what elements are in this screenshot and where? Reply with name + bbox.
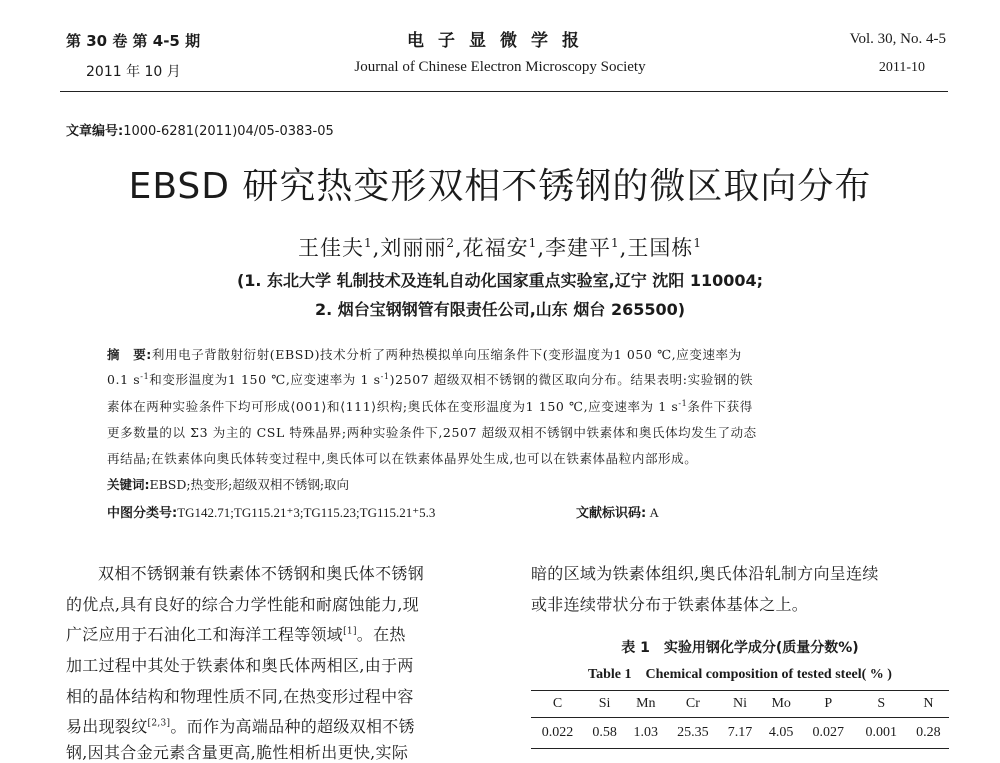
body-text: 易出现裂纹 <box>66 717 148 736</box>
table-cell: 1.03 <box>625 718 666 749</box>
body-right-line-1: 暗的区域为铁素体组织,奥氏体沿轧制方向呈连续 <box>531 564 879 583</box>
journal-name-en: Journal of Chinese Electron Microscopy Society <box>354 59 646 75</box>
author-name: 花福安 <box>462 236 529 260</box>
column-header: P <box>802 691 855 718</box>
table-cell: 0.022 <box>531 718 584 749</box>
author-name: 王佳夫 <box>298 236 365 260</box>
abstract-line-5: 再结晶;在铁素体向奥氏体转变过程中,奥氏体可以在铁素体晶界处生成,也可以在铁素体晶粒内部形成。 <box>107 451 698 466</box>
paper-title: EBSD 研究热变形双相不锈钢的微区取向分布 <box>128 166 872 207</box>
table-caption-cn: 表 1 实验用钢化学成分(质量分数%) <box>621 640 859 656</box>
abstract-text: 利用电子背散射衍射(EBSD)技术分析了两种热模拟单向压缩条件下(变形温度为1 050 ℃,应变速率为 <box>151 347 742 362</box>
author-affiliation-mark: 1 <box>528 236 538 250</box>
date-en: 2011-10 <box>878 60 925 75</box>
table-cell: 0.58 <box>584 718 625 749</box>
body-left-line-7: 钢,因其合金元素含量更高,脆性相析出更快,实际 <box>66 743 409 762</box>
author-name: 李建平 <box>545 236 611 260</box>
abstract-text: )2507 超级双相不锈钢的微区取向分布。结果表明:实验钢的铁 <box>389 372 754 387</box>
table-cell: 25.35 <box>666 718 719 749</box>
column-header: Ni <box>719 691 760 718</box>
date-cn: 2011 年 10 月 <box>86 64 181 80</box>
body-left-line-1: 双相不锈钢兼有铁素体不锈钢和奥氏体不锈钢 <box>98 564 425 583</box>
abstract-line-2 <box>107 370 753 388</box>
column-header: Mo <box>761 691 802 718</box>
body-text: 广泛应用于石油化工和海洋工程等领域 <box>66 625 344 644</box>
author-affiliation-mark: 2 <box>446 236 455 250</box>
citation: [2,3] <box>147 718 171 729</box>
abstract-line-1 <box>107 345 742 363</box>
body-left-line-6 <box>66 714 415 737</box>
table-row <box>531 718 949 749</box>
body-left-line-4: 加工过程中其处于铁素体和奥氏体两相区,由于两 <box>66 656 414 675</box>
table-cell: 0.28 <box>908 718 949 749</box>
affiliation-2: 2. 烟台宝钢钢管有限责任公司,山东 烟台 265500) <box>314 300 686 319</box>
author-affiliation-mark: 1 <box>693 236 702 250</box>
article-number-label: 文章编号: <box>66 124 124 139</box>
author-list: 王佳夫$^1$,刘丽丽$^2$,花福安$^1$,李建平$^1$,王国栋$^1$ <box>298 236 702 260</box>
column-header: N <box>908 691 949 718</box>
abstract-text: 0.1 s <box>107 372 141 387</box>
header-rule <box>60 91 948 92</box>
table-cell: 7.17 <box>719 718 760 749</box>
body-left-line-3 <box>66 622 406 645</box>
document-code-label: 文献标识码: <box>576 506 647 521</box>
volume-issue-en: Vol. 30, No. 4-5 <box>849 31 946 47</box>
keywords <box>107 475 349 493</box>
affiliation-1: (1. 东北大学 轧制技术及连轧自动化国家重点实验室,辽宁 沈阳 110004; <box>236 271 764 290</box>
author-name: 王国栋 <box>627 236 694 260</box>
volume-issue-cn: 第 30 卷 第 4-5 期 <box>66 32 201 50</box>
table-cell: 4.05 <box>761 718 802 749</box>
superscript: -1 <box>380 371 390 381</box>
classification-number <box>107 502 435 521</box>
author-affiliation-mark: 1 <box>364 236 373 250</box>
classification-value: TG142.71;TG115.21⁺3;TG115.23;TG115.21⁺5.3 <box>177 505 436 520</box>
keywords-value: EBSD;热变形;超级双相不锈钢;取向 <box>149 477 350 492</box>
table-header-row <box>531 691 949 718</box>
body-text: 。在热 <box>356 625 406 644</box>
abstract-text: 条件下获得 <box>687 399 753 414</box>
chemical-composition-table <box>531 690 949 749</box>
document-code-value: A <box>649 505 659 520</box>
classification-label: 中图分类号: <box>107 506 178 521</box>
table-cell: 0.001 <box>855 718 908 749</box>
superscript: -1 <box>140 371 150 381</box>
table-caption-en: Table 1 Chemical composition of tested steel( % ) <box>588 667 892 682</box>
abstract-text: 和变形温度为1 150 ℃,应变速率为 1 s <box>149 372 381 387</box>
article-number-value: 1000-6281(2011)04/05-0383-05 <box>123 124 334 139</box>
citation: [1] <box>343 626 357 637</box>
column-header: Si <box>584 691 625 718</box>
author-affiliation-mark: 1 <box>611 236 620 250</box>
abstract-line-3 <box>107 397 753 415</box>
abstract-text: 素体在两种实验条件下均可形成⟨001⟩和⟨111⟩织构;奥氏体在变形温度为1 150 ℃,应变速率为 1 s <box>107 399 679 414</box>
column-header: Cr <box>666 691 719 718</box>
column-header: Mn <box>625 691 666 718</box>
body-right-line-2: 或非连续带状分布于铁素体基体之上。 <box>531 595 809 614</box>
body-text: 。而作为高端品种的超级双相不锈 <box>170 717 415 736</box>
document-code <box>576 502 659 521</box>
article-number <box>66 120 334 139</box>
body-left-line-2: 的优点,具有良好的综合力学性能和耐腐蚀能力,现 <box>66 595 420 614</box>
author-name: 刘丽丽 <box>380 236 447 260</box>
column-header: S <box>855 691 908 718</box>
journal-name-cn: 电子显微学报 <box>407 31 593 51</box>
table-cell: 0.027 <box>802 718 855 749</box>
column-header: C <box>531 691 584 718</box>
body-left-line-5: 相的晶体结构和物理性质不同,在热变形过程中容 <box>66 687 414 706</box>
abstract-label: 摘 要: <box>107 347 152 362</box>
abstract-line-4: 更多数量的以 Σ3 为主的 CSL 特殊晶界;两种实验条件下,2507 超级双相不锈钢中铁素体和奥氏体均发生了动态 <box>107 425 757 440</box>
superscript: -1 <box>678 398 688 408</box>
keywords-label: 关键词: <box>107 477 150 492</box>
